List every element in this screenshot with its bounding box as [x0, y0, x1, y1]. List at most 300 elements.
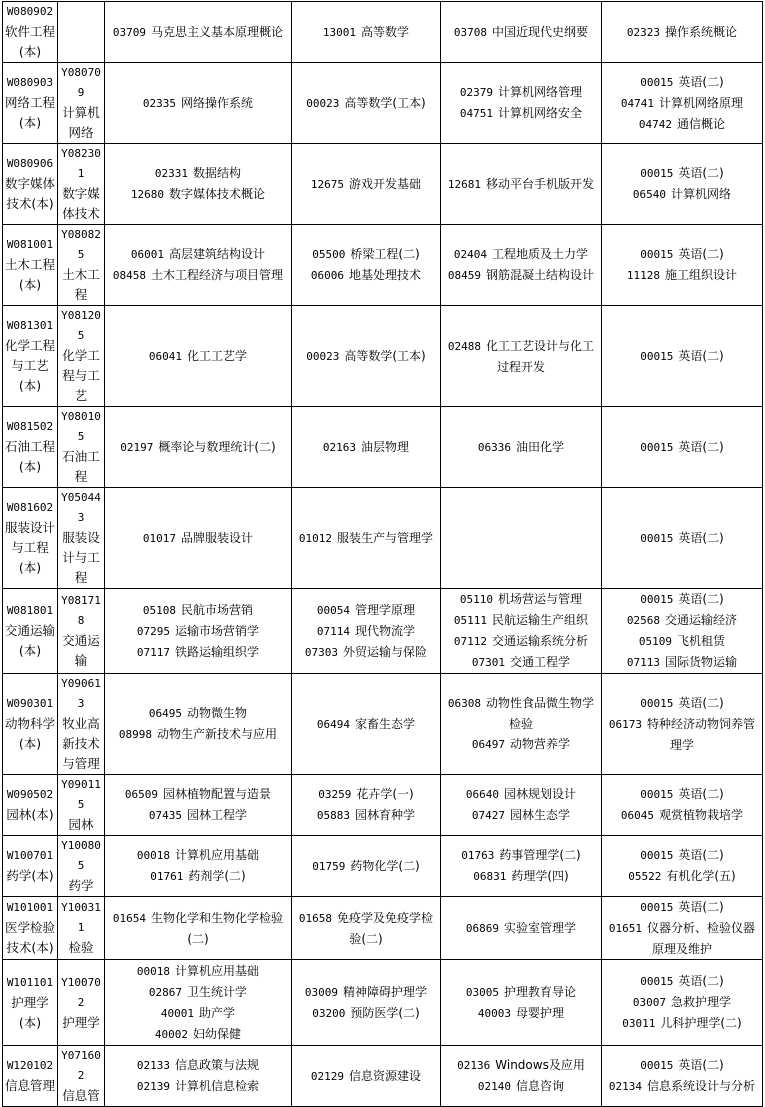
major-name: 软件工程(本) — [4, 24, 55, 59]
course-entry — [603, 1076, 761, 1097]
course-name: 药事管理学(二) — [499, 848, 581, 862]
course-cell — [292, 674, 441, 775]
course-cell — [105, 225, 292, 306]
course-entry — [442, 1076, 600, 1097]
course-cell — [602, 407, 763, 488]
course-name: 英语(二) — [678, 74, 724, 89]
related-major-name: 石油工程 — [62, 449, 100, 484]
table-row — [3, 144, 763, 225]
course-name: 土木工程经济与项目管理 — [151, 268, 284, 282]
major-cell — [3, 407, 58, 488]
related-major-code: Y071602 — [61, 1049, 101, 1082]
course-cell — [441, 306, 602, 407]
course-entry — [603, 1013, 761, 1034]
table-row — [3, 960, 763, 1046]
major-code: W090301 — [6, 697, 54, 710]
related-major-code: Y082301 — [61, 147, 101, 180]
course-name: 高等数学 — [361, 24, 410, 39]
course-code: 00015 — [640, 975, 674, 988]
course-code: 07301 — [471, 656, 506, 669]
course-name: 英语(二) — [678, 592, 724, 606]
course-name: 运输市场营销学 — [175, 623, 260, 638]
course-entry — [603, 184, 761, 205]
major-code: W090502 — [6, 788, 54, 801]
major-cell — [3, 1046, 58, 1107]
course-entry — [442, 589, 600, 610]
course-code: 07117 — [136, 645, 171, 659]
course-name: 英语(二) — [678, 787, 724, 801]
related-major-name: 园林 — [68, 817, 94, 832]
course-cell — [292, 960, 441, 1046]
course-name: 机场营运与管理 — [498, 592, 583, 606]
course-cell — [292, 775, 441, 836]
course-code: 00018 — [136, 964, 171, 978]
course-cell — [602, 674, 763, 775]
course-entry — [603, 163, 761, 184]
major-code: W081602 — [6, 501, 54, 514]
course-cell — [292, 1046, 441, 1107]
related-major-name: 牧业高新技术与管理 — [62, 716, 100, 771]
major-code: W100701 — [6, 849, 54, 862]
course-code: 00023 — [306, 349, 340, 363]
course-code: 06006 — [310, 269, 345, 282]
table-row — [3, 306, 763, 407]
course-name: 英语(二) — [678, 439, 724, 454]
course-code: 01017 — [142, 531, 177, 545]
table-row — [3, 225, 763, 306]
related-major-name: 计算机网络 — [62, 105, 100, 140]
course-code: 02133 — [136, 1059, 171, 1072]
course-code: 00015 — [640, 788, 674, 801]
course-code: 06495 — [148, 707, 183, 720]
course-code: 00015 — [640, 440, 674, 454]
course-entry — [442, 845, 600, 866]
course-name: 游戏开发基础 — [349, 176, 422, 191]
course-cell — [105, 960, 292, 1046]
course-code: 06540 — [632, 188, 667, 201]
course-entry — [442, 784, 600, 805]
course-name: 数字媒体技术概论 — [169, 187, 266, 201]
course-entry — [293, 805, 439, 826]
course-cell — [441, 960, 602, 1046]
course-entry — [293, 93, 439, 114]
course-cell — [292, 2, 441, 63]
course-entry — [442, 103, 600, 124]
course-code: 05111 — [453, 614, 488, 627]
course-name: 急救护理学 — [671, 995, 732, 1009]
course-cell — [602, 488, 763, 589]
course-code: 03007 — [632, 996, 667, 1009]
course-name: 英语(二) — [678, 348, 724, 363]
course-entry — [293, 1066, 439, 1087]
course-name: 桥梁工程(二) — [350, 247, 420, 261]
course-entry — [603, 265, 761, 286]
course-name: 计算机网络 — [671, 187, 732, 201]
related-major-code: Y100311 — [61, 901, 101, 934]
course-entry — [442, 1003, 600, 1024]
course-name: 儿科护理学(二) — [660, 1016, 742, 1030]
course-cell — [105, 836, 292, 897]
course-entry — [603, 437, 761, 458]
course-code: 00015 — [640, 349, 674, 363]
major-name: 数字媒体技术(本) — [4, 176, 55, 211]
course-code: 00054 — [316, 603, 351, 617]
course-entry — [106, 982, 290, 1003]
course-code: 05883 — [316, 809, 351, 822]
course-entry — [106, 1076, 290, 1097]
course-code: 02197 — [120, 440, 154, 454]
course-code: 12681 — [447, 177, 482, 191]
course-name: 高等数学(工本) — [344, 348, 426, 363]
course-entry — [106, 642, 290, 663]
related-major-name: 数字媒体技术 — [62, 186, 100, 221]
course-entry — [603, 22, 761, 43]
course-code: 12680 — [130, 188, 165, 201]
related-major-code: Y100702 — [61, 975, 101, 1009]
major-cell — [3, 775, 58, 836]
course-entry — [442, 174, 600, 195]
course-entry — [106, 845, 290, 866]
course-code: 00023 — [306, 96, 340, 110]
course-entry — [603, 784, 761, 805]
major-code: W101001 — [6, 901, 54, 914]
course-cell — [105, 306, 292, 407]
course-cell — [602, 306, 763, 407]
major-cell — [3, 63, 58, 144]
course-name: 动物生产新技术与应用 — [157, 727, 278, 741]
course-entry — [442, 22, 600, 43]
course-cell — [441, 407, 602, 488]
related-major-name: 护理学 — [62, 1014, 100, 1030]
course-code: 08998 — [118, 728, 153, 741]
course-entry — [603, 866, 761, 887]
course-code: 06045 — [620, 809, 655, 822]
course-code: 04742 — [638, 117, 673, 131]
major-name: 土木工程(本) — [4, 257, 55, 292]
course-name: 生物化学和生物化学检验(二) — [151, 910, 284, 946]
course-name: 园林植物配置与造景 — [163, 787, 272, 801]
course-code: 06041 — [148, 349, 183, 363]
course-code: 03200 — [312, 1006, 346, 1020]
course-code: 01759 — [312, 859, 346, 873]
course-name: 精神障碍护理学 — [343, 984, 428, 999]
course-name: 园林规划设计 — [504, 787, 577, 801]
course-entry — [293, 528, 439, 549]
related-major-code: Y080709 — [61, 66, 101, 99]
course-cell — [602, 2, 763, 63]
related-major-cell — [58, 836, 105, 897]
course-code: 03009 — [304, 985, 339, 999]
course-entry — [106, 265, 290, 286]
course-code: 08458 — [112, 269, 147, 282]
course-code: 03709 — [112, 25, 147, 39]
course-code: 00015 — [640, 531, 674, 545]
course-code: 06308 — [447, 697, 482, 710]
course-code: 06640 — [465, 788, 500, 801]
course-entry — [106, 600, 290, 621]
course-entry — [293, 1003, 439, 1024]
course-cell — [602, 63, 763, 144]
course-code: 03005 — [465, 985, 500, 999]
course-entry — [603, 652, 761, 673]
related-major-code: Y081718 — [61, 594, 101, 627]
course-name: 英语(二) — [678, 696, 724, 710]
course-entry — [442, 610, 600, 631]
course-code: 02379 — [459, 86, 494, 99]
course-code: 06336 — [477, 440, 512, 454]
course-name: 交通运输系统分析 — [492, 634, 589, 648]
course-name: 计算机信息检索 — [175, 1079, 260, 1093]
course-code: 07295 — [136, 624, 171, 638]
course-entry — [442, 336, 600, 377]
course-entry — [603, 845, 761, 866]
course-entry — [603, 528, 761, 549]
course-entry — [106, 244, 290, 265]
related-major-code: Y090115 — [61, 778, 101, 811]
course-name: 助产学 — [199, 1005, 236, 1020]
related-major-cell — [58, 897, 105, 960]
course-name: 信息资源建设 — [349, 1068, 422, 1083]
related-major-cell — [58, 2, 105, 63]
course-code: 00015 — [640, 593, 674, 606]
related-major-name: 化学工程与工艺 — [62, 348, 100, 403]
major-code: W081801 — [6, 604, 54, 617]
course-entry — [442, 437, 600, 458]
course-name: 计算机网络管理 — [498, 85, 583, 99]
course-entry — [293, 600, 439, 621]
course-name: 计算机应用基础 — [175, 848, 260, 862]
course-entry — [106, 805, 290, 826]
course-entry — [603, 244, 761, 265]
table-row — [3, 407, 763, 488]
related-major-cell — [58, 63, 105, 144]
major-name: 交通运输(本) — [4, 623, 55, 658]
course-entry — [603, 346, 761, 367]
course-cell — [441, 488, 602, 589]
course-name: 信息咨询 — [516, 1079, 565, 1093]
course-code: 02867 — [148, 985, 183, 999]
related-major-name: 检验 — [68, 940, 94, 955]
course-cell — [602, 836, 763, 897]
course-entry — [442, 982, 600, 1003]
major-name: 动物科学(本) — [4, 716, 55, 751]
major-name: 医学检验技术(本) — [4, 920, 55, 955]
course-entry — [293, 642, 439, 663]
course-cell — [441, 63, 602, 144]
course-code: 06869 — [465, 921, 500, 935]
course-cell — [441, 897, 602, 960]
table-row — [3, 775, 763, 836]
major-cell — [3, 144, 58, 225]
course-entry — [106, 724, 290, 745]
course-code: 06494 — [316, 717, 351, 731]
course-name: 品牌服装设计 — [181, 530, 254, 545]
course-entry — [603, 992, 761, 1013]
course-code: 04741 — [620, 96, 655, 110]
course-name: 高等数学(工本) — [344, 95, 426, 110]
course-entry — [442, 805, 600, 826]
related-major-code: Y050443 — [61, 491, 101, 524]
course-name: 英语(二) — [678, 900, 724, 914]
related-major-code: Y080825 — [61, 228, 101, 261]
course-name: 油田化学 — [516, 439, 565, 454]
course-cell — [602, 960, 763, 1046]
course-code: 07435 — [148, 809, 183, 822]
course-cell — [292, 63, 441, 144]
course-name: 妇幼保健 — [193, 1026, 242, 1041]
course-code: 02404 — [453, 248, 488, 261]
course-cell — [105, 407, 292, 488]
course-entry — [106, 1003, 290, 1024]
major-cell — [3, 225, 58, 306]
course-name: 国际货物运输 — [665, 655, 738, 669]
course-cell — [602, 225, 763, 306]
course-name: 高层建筑结构设计 — [169, 247, 266, 261]
course-cell — [602, 1046, 763, 1107]
course-name: 观赏植物栽培学 — [659, 808, 744, 822]
course-cell — [602, 897, 763, 960]
course-cell — [441, 144, 602, 225]
course-entry — [603, 897, 761, 918]
course-code: 06509 — [124, 788, 159, 801]
course-entry — [603, 971, 761, 992]
course-name: 计算机网络原理 — [659, 95, 744, 110]
course-code: 05110 — [459, 593, 494, 606]
course-name: 英语(二) — [678, 1058, 724, 1072]
course-cell — [105, 897, 292, 960]
major-cell — [3, 897, 58, 960]
course-code: 40002 — [154, 1027, 189, 1041]
course-name: 管理学原理 — [355, 602, 416, 617]
course-entry — [293, 346, 439, 367]
course-name: 地基处理技术 — [349, 268, 422, 282]
course-name: 卫生统计学 — [187, 984, 248, 999]
course-name: 施工组织设计 — [665, 268, 738, 282]
course-cell — [105, 63, 292, 144]
course-cell — [105, 589, 292, 674]
course-entry — [293, 621, 439, 642]
major-name: 信息管理 — [4, 1078, 55, 1093]
course-name: 特种经济动物饲养管理学 — [647, 717, 756, 752]
course-name: 英语(二) — [678, 166, 724, 180]
course-code: 11128 — [626, 269, 661, 282]
related-major-cell — [58, 674, 105, 775]
major-cell — [3, 960, 58, 1046]
course-cell — [602, 589, 763, 674]
course-name: 移动平台手机版开发 — [486, 176, 595, 191]
related-major-cell — [58, 225, 105, 306]
table-row — [3, 674, 763, 775]
course-name: 动物性食品微生物学检验 — [486, 696, 595, 731]
course-entry — [442, 82, 600, 103]
course-name: 花卉学(一) — [356, 787, 414, 801]
course-code: 00015 — [640, 75, 674, 89]
course-code: 00015 — [640, 167, 674, 180]
course-code: 02163 — [322, 440, 357, 454]
course-entry — [603, 589, 761, 610]
table-body — [3, 2, 763, 1107]
course-code: 01651 — [608, 922, 643, 935]
course-name: 药理学(四) — [511, 869, 569, 883]
course-cell — [602, 775, 763, 836]
related-major-cell — [58, 144, 105, 225]
course-entry — [603, 114, 761, 135]
course-code: 05108 — [142, 603, 177, 617]
course-code: 00018 — [136, 849, 171, 862]
course-cell — [105, 488, 292, 589]
course-entry — [106, 163, 290, 184]
course-code: 02331 — [154, 167, 189, 180]
course-entry — [603, 610, 761, 631]
course-entry — [106, 1024, 290, 1045]
course-name: 马克思主义基本原理概论 — [151, 24, 284, 39]
course-name: 油层物理 — [361, 439, 410, 454]
course-entry — [442, 734, 600, 755]
related-major-cell — [58, 589, 105, 674]
course-name: 英语(二) — [678, 974, 724, 988]
course-name: 数据结构 — [193, 166, 242, 180]
exam-schedule-sheet — [2, 1, 763, 1107]
course-cell — [441, 775, 602, 836]
major-name: 服装设计与工程(本) — [4, 520, 55, 575]
table-row — [3, 1046, 763, 1107]
course-name: 交通运输经济 — [665, 613, 738, 627]
table-row — [3, 63, 763, 144]
course-cell — [292, 589, 441, 674]
major-code: W080903 — [6, 76, 54, 89]
course-code: 05500 — [312, 248, 346, 261]
course-entry — [106, 1055, 290, 1076]
course-name: 园林育种学 — [355, 808, 416, 822]
course-name: 免疫学及免疫学检验(二) — [337, 910, 434, 946]
course-cell — [441, 836, 602, 897]
course-name: 母婴护理 — [516, 1005, 565, 1020]
course-cell — [292, 306, 441, 407]
exam-course-table — [2, 1, 763, 1107]
course-entry — [442, 693, 600, 734]
course-name: 药剂学(二) — [188, 869, 246, 883]
related-major-code: Y090613 — [61, 677, 101, 710]
course-cell — [292, 225, 441, 306]
course-code: 08459 — [447, 269, 482, 282]
major-cell — [3, 488, 58, 589]
course-entry — [603, 72, 761, 93]
major-name: 园林(本) — [6, 807, 54, 822]
related-major-cell — [58, 407, 105, 488]
major-code: W081502 — [6, 420, 54, 433]
course-entry — [293, 437, 439, 458]
course-name: 化工工艺设计与化工过程开发 — [486, 338, 595, 374]
course-name: 实验室管理学 — [504, 920, 577, 935]
course-entry — [442, 244, 600, 265]
course-code: 02568 — [626, 614, 661, 627]
table-row — [3, 2, 763, 63]
course-entry — [293, 244, 439, 265]
course-code: 07113 — [626, 656, 661, 669]
course-name: 预防医学(二) — [350, 1005, 420, 1020]
course-entry — [106, 93, 290, 114]
course-entry — [442, 866, 600, 887]
major-cell — [3, 306, 58, 407]
course-cell — [441, 674, 602, 775]
course-entry — [442, 1055, 600, 1076]
course-name: 通信概论 — [677, 116, 726, 131]
related-major-name: 服装设计与工程 — [62, 530, 100, 585]
major-code: W081001 — [6, 238, 54, 251]
course-name: 英语(二) — [678, 247, 724, 261]
course-cell — [441, 1046, 602, 1107]
course-code: 02134 — [608, 1080, 643, 1093]
